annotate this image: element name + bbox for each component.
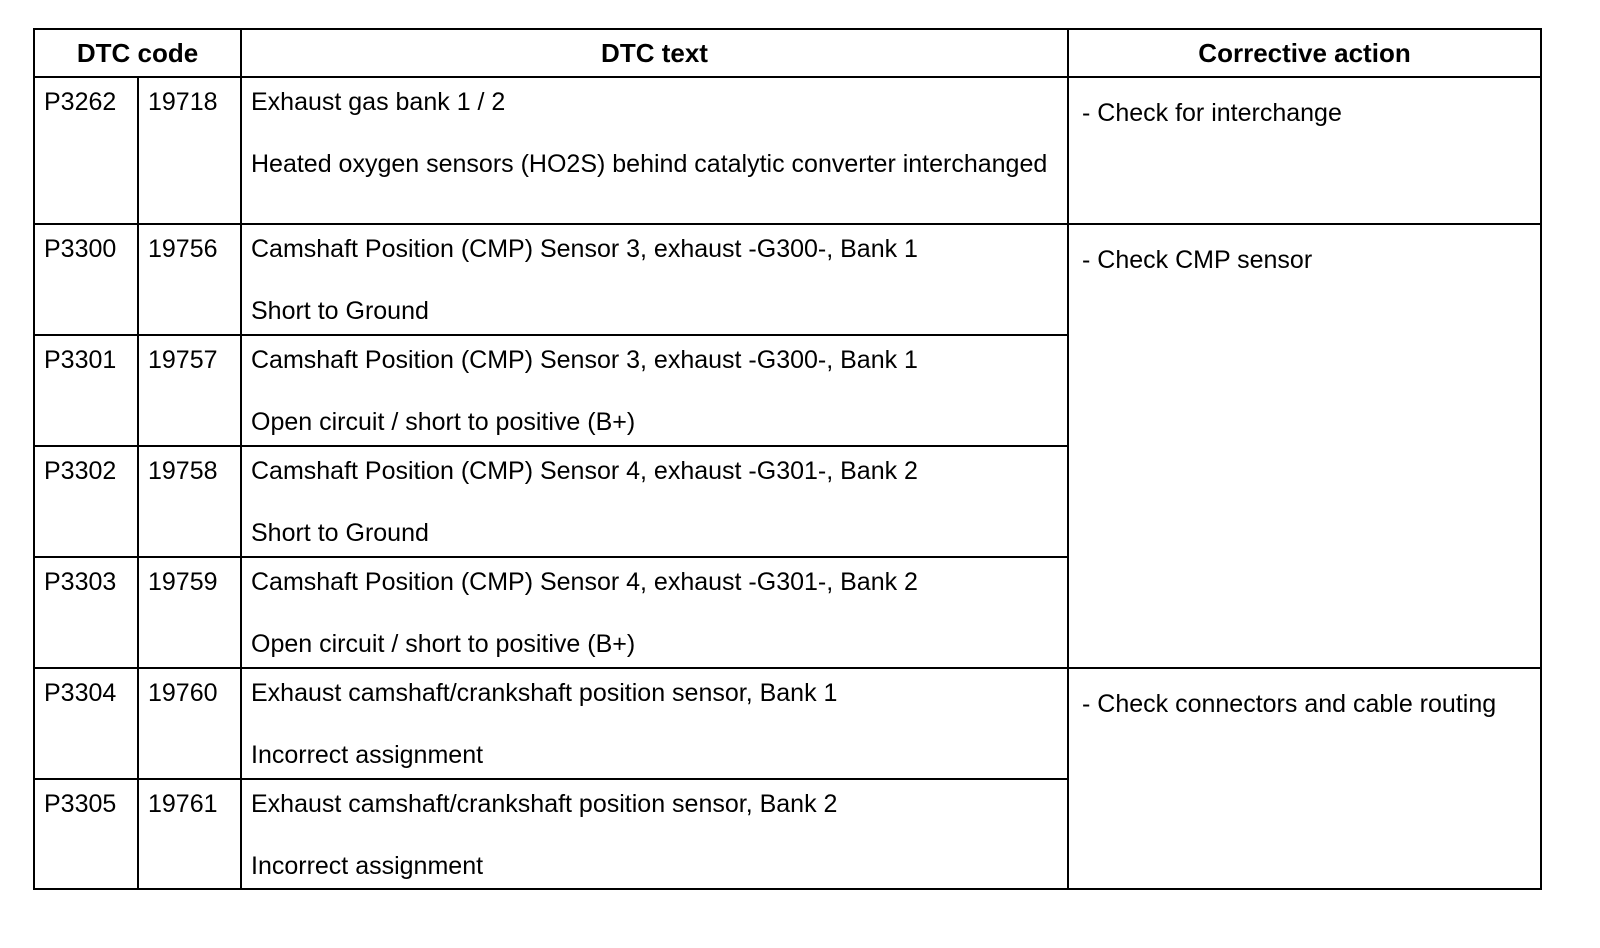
fault-type: Incorrect assignment: [251, 852, 484, 880]
fault-location: Camshaft Position (CMP) Sensor 4, exhaust -G301-, Bank 2: [251, 457, 918, 485]
fault-type: Short to Ground: [251, 297, 429, 325]
fault-type: Incorrect assignment: [251, 741, 484, 769]
p-code-cell: P3301: [34, 335, 138, 446]
dtc-table: [33, 28, 1542, 890]
dtc-text-cell: [241, 335, 1068, 446]
table-row: [34, 224, 1541, 335]
dtc-text-cell: [241, 224, 1068, 335]
numeric-code-cell: 19761: [138, 779, 241, 889]
fault-location: Camshaft Position (CMP) Sensor 3, exhaust -G300-, Bank 1: [251, 346, 918, 374]
fault-location: Exhaust gas bank 1 / 2: [251, 88, 506, 116]
table-row: [34, 668, 1541, 779]
p-code-cell: P3303: [34, 557, 138, 668]
fault-type: Open circuit / short to positive (B+): [251, 630, 636, 658]
numeric-code-cell: 19758: [138, 446, 241, 557]
table-row: [34, 77, 1541, 224]
fault-type: Heated oxygen sensors (HO2S) behind catalytic converter interchanged: [251, 150, 1048, 178]
dtc-text-cell: [241, 77, 1068, 224]
dtc-text-cell: [241, 446, 1068, 557]
header-corrective-action: Corrective action: [1068, 29, 1541, 77]
dtc-text-cell: [241, 668, 1068, 779]
table-header-row: [34, 29, 1541, 77]
numeric-code-cell: 19757: [138, 335, 241, 446]
dtc-text-cell: [241, 557, 1068, 668]
p-code-cell: P3305: [34, 779, 138, 889]
p-code-cell: P3302: [34, 446, 138, 557]
corrective-action-cell: - Check CMP sensor: [1068, 224, 1541, 668]
fault-type: Open circuit / short to positive (B+): [251, 408, 636, 436]
numeric-code-cell: 19760: [138, 668, 241, 779]
numeric-code-cell: 19718: [138, 77, 241, 224]
numeric-code-cell: 19759: [138, 557, 241, 668]
fault-location: Exhaust camshaft/crankshaft position sensor, Bank 2: [251, 790, 838, 818]
corrective-action-cell: - Check connectors and cable routing: [1068, 668, 1541, 889]
dtc-text-cell: [241, 779, 1068, 889]
header-dtc-text: DTC text: [241, 29, 1068, 77]
corrective-action-cell: - Check for interchange: [1068, 77, 1541, 224]
p-code-cell: P3262: [34, 77, 138, 224]
p-code-cell: P3304: [34, 668, 138, 779]
numeric-code-cell: 19756: [138, 224, 241, 335]
fault-location: Camshaft Position (CMP) Sensor 4, exhaust -G301-, Bank 2: [251, 568, 918, 596]
p-code-cell: P3300: [34, 224, 138, 335]
header-dtc-code: DTC code: [34, 29, 241, 77]
fault-location: Exhaust camshaft/crankshaft position sensor, Bank 1: [251, 679, 838, 707]
fault-location: Camshaft Position (CMP) Sensor 3, exhaust -G300-, Bank 1: [251, 235, 918, 263]
fault-type: Short to Ground: [251, 519, 429, 547]
